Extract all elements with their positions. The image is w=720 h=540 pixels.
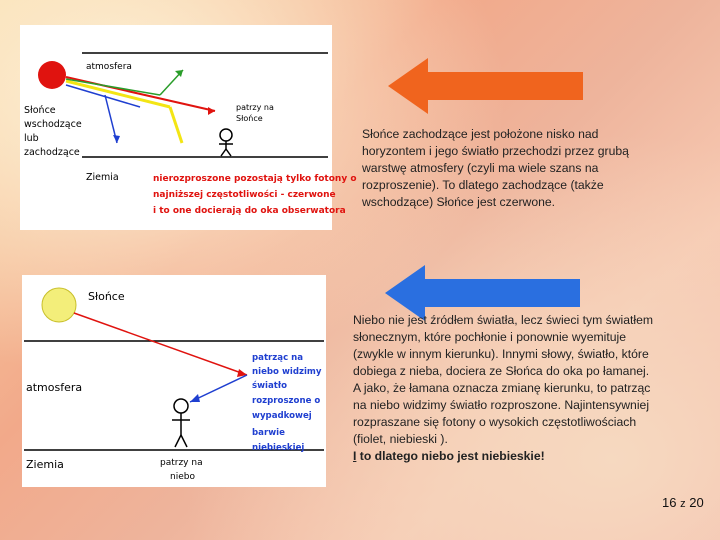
observer-label: patrzy na [236,103,274,112]
svg-text:i to one docierają do oka obse: i to one docierają do oka obserwatora [153,206,346,216]
svg-text:barwie: barwie [252,428,285,438]
svg-text:wschodzące: wschodzące [24,119,82,130]
ground-label: Ziemia [86,172,119,183]
sky-diagram [22,275,326,487]
observer-icon [219,129,233,156]
red-note: nierozproszone pozostają tylko fotony o [153,174,357,184]
sky-explanation: Niebo nie jest źródłem światła, lecz świeci tym światłem słonecznym, które pochłonie i ponownie wyemituje (zwykle w innym kierunku). Innymi słowy, światło, które dobiega z nieba, dociera ze Słońca do oka po łamanej. A jako, że łamana oznacza zmianę kierunku, to patrząc na niebo widzimy światło rozproszone. Najintensywniej rozpraszane się fotony o wysokich częstotliwościach (fiolet, niebieski ). I to dlatego niebo jest niebieskie! [353,313,654,463]
sun-icon [42,288,76,322]
svg-text:zachodzące: zachodzące [24,147,80,158]
atmosphere-label: atmosfera [26,381,83,394]
conclusion: I to dlatego niebo jest niebieskie! [353,449,545,463]
sun-label: Słońce [24,105,56,116]
sunset-diagram [20,25,357,230]
observer-icon [172,399,190,447]
svg-text:rozproszone o: rozproszone o [252,396,321,406]
atmosphere-label: atmosfera [86,62,132,72]
svg-text:lub: lub [24,133,39,144]
ground-label: Ziemia [26,458,64,471]
page-number: 16 z 20 [662,495,704,510]
svg-text:światło: światło [252,381,288,391]
orange-arrow-icon [388,58,583,114]
sunlight-ray [74,313,247,375]
svg-text:niebieskiej: niebieskiej [252,443,305,453]
svg-text:patrząc na: patrząc na [252,353,304,363]
sunset-explanation: Słońce zachodzące jest położone nisko nad horyzontem i jego światło przechodzi przez grubą warstwę atmosfery (czyli ma wiele szans na rozproszenie). To dlatego zachodzące (także wschodzące) Słońce jest czerwone. [362,127,629,209]
svg-text:niebo widzimy: niebo widzimy [252,367,322,377]
observer-label: patrzy na [160,458,203,468]
blue-note [252,353,322,453]
yellow-scatter [170,107,182,143]
svg-text:wypadkowej: wypadkowej [252,411,312,421]
svg-text:niebo: niebo [170,472,195,482]
sun-icon [38,61,66,89]
sun-label: Słońce [88,290,125,303]
svg-text:najniższej częstotliwości - cz: najniższej częstotliwości - czerwone [153,190,336,200]
svg-text:Słońce: Słońce [236,114,263,123]
